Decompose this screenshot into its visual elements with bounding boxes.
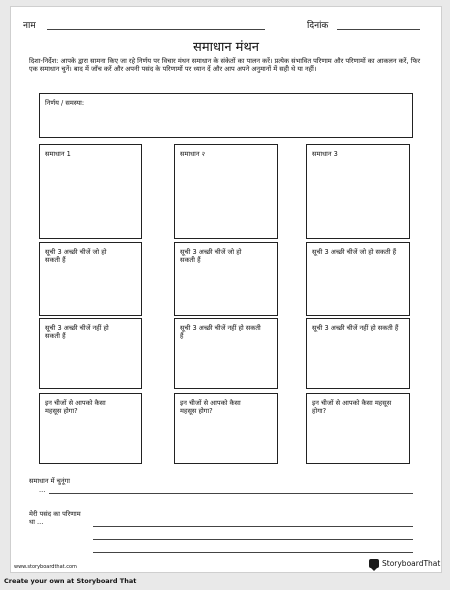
choose-line[interactable]	[49, 493, 413, 494]
solution-1-good-label: सूची 3 अच्छी चीजें जो हो सकती हैं	[45, 248, 107, 264]
credit-link[interactable]: Create your own at Storyboard That	[4, 577, 137, 585]
solution-1-good-box[interactable]	[39, 242, 142, 316]
solution-2-bad-box[interactable]	[174, 318, 278, 389]
solution-2-good-label: सूची 3 अच्छी चीजें जो हो सकती हैं	[180, 248, 242, 264]
solution-3-label: समाधान 3	[312, 150, 338, 158]
page-title: समाधान मंथन	[193, 40, 259, 55]
speech-bubble-icon	[369, 559, 379, 568]
solution-3-feel-box[interactable]	[306, 393, 410, 464]
solution-2-feel-label: इन चीजों से आपको कैसा महसूस होगा?	[180, 399, 241, 415]
choose-label: समाधान में चुनूंगा	[29, 477, 70, 485]
instructions-text: दिशा-निर्देश: आपके द्वारा सामना किए जा रहे निर्णय पर विचार मंथन समाधान के संकेतों का पालन करें। प्रत्येक संभावित परिणाम और परिणामों का आकलन करें, फिर एक समाधान चुनें। बाद में जाँच करें और अपनी पसंद के परिणामों पर ध्यान दें और आप अपने अनुमानों में सही थे या नहीं।	[29, 57, 421, 74]
result-line-2[interactable]	[93, 539, 413, 540]
solution-1-bad-box[interactable]	[39, 318, 142, 389]
storyboardthat-logo	[369, 559, 440, 568]
solution-2-good-box[interactable]	[174, 242, 278, 316]
choose-dots: ...	[39, 486, 46, 494]
name-line	[47, 29, 265, 30]
decision-box[interactable]	[39, 93, 413, 138]
result-line-1[interactable]	[93, 526, 413, 527]
solution-1-box[interactable]	[39, 144, 142, 239]
worksheet	[10, 6, 442, 573]
result-label: मेरी पसंद का परिणाम था ...	[29, 510, 81, 526]
decision-label: निर्णय / समस्या:	[45, 99, 85, 107]
solution-2-box[interactable]	[174, 144, 278, 239]
solution-3-bad-box[interactable]	[306, 318, 410, 389]
brand-url[interactable]: www.storyboardthat.com	[14, 564, 77, 570]
solution-2-bad-label: सूची 3 अच्छी चीजें नहीं हो सकती हैं	[180, 324, 261, 340]
solution-3-good-label: सूची 3 अच्छी चीजें जो हो सकती हैं	[312, 248, 397, 256]
solution-1-label: समाधान 1	[45, 150, 71, 158]
solution-2-feel-box[interactable]	[174, 393, 278, 464]
solution-1-feel-label: इन चीजों से आपको कैसा महसूस होगा?	[45, 399, 106, 415]
logo-text: StoryboardThat	[382, 559, 441, 568]
solution-3-good-box[interactable]	[306, 242, 410, 316]
solution-1-feel-box[interactable]	[39, 393, 142, 464]
result-line-3[interactable]	[93, 552, 413, 553]
date-line	[337, 29, 420, 30]
solution-3-bad-label: सूची 3 अच्छी चीजें नहीं हो सकती हैं	[312, 324, 399, 332]
solution-3-feel-label: इन चीजों से आपको कैसा महसूस होगा?	[312, 399, 392, 415]
date-label: दिनांक	[307, 21, 329, 31]
solution-1-bad-label: सूची 3 अच्छी चीजें नहीं हो सकती हैं	[45, 324, 109, 340]
solution-3-box[interactable]	[306, 144, 410, 239]
solution-2-label: समाधान २	[180, 150, 206, 158]
name-label: नाम	[23, 21, 36, 31]
